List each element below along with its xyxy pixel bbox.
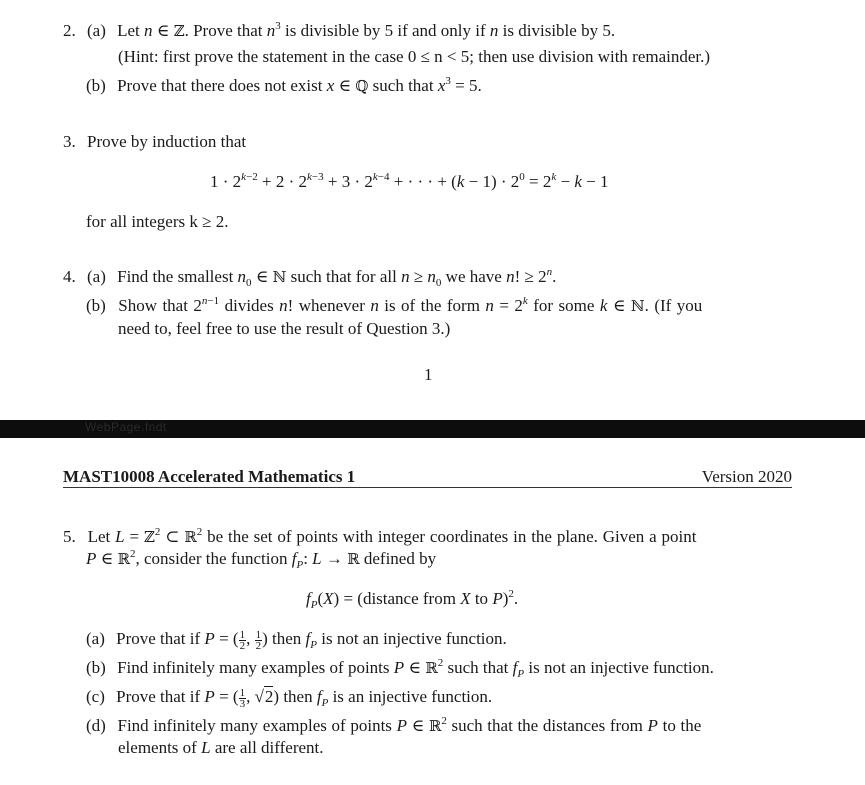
q5-line-2: P ∈ ℝ$^2$, consider the function $f_P$: L → ℝ defined by <box>86 548 437 571</box>
q4-b-text: (If you <box>654 296 703 315</box>
q2-a-text: is divisible by 5 if and only if <box>284 21 486 40</box>
q5-text: to <box>474 589 489 608</box>
q5-number: 5. <box>63 527 76 546</box>
math: n <box>401 267 410 286</box>
q5-text: Let <box>87 527 111 546</box>
course-title: MAST10008 Accelerated Mathematics 1 <box>63 467 356 486</box>
q5-text: be the set of points with integer coordinates in the plane. Given a point <box>207 527 697 546</box>
q4-a-text: Find the smallest <box>117 267 234 286</box>
q4-a-text: such that for all <box>290 267 397 286</box>
q5-text: (distance from <box>357 589 456 608</box>
header-rule <box>63 487 792 488</box>
q4-a-label: (a) <box>87 267 106 286</box>
q5-a-text: then <box>271 629 302 648</box>
q2-b-text: such that <box>372 76 434 95</box>
q4-b-line2: need to, feel free to use the result of Question 3.) <box>118 319 451 338</box>
q3-number: 3. <box>63 132 76 151</box>
q3-intro-text: Prove by induction that <box>87 132 247 151</box>
q5-b: (b) Find infinitely many examples of points P ∈ ℝ$^2$ such that $f_P$ is not an injective function. <box>86 657 714 680</box>
q5-d-text: Find infinitely many examples of points <box>117 716 392 735</box>
q5-text: defined by <box>363 549 437 568</box>
math: ℚ <box>355 77 369 95</box>
math: n <box>506 267 515 286</box>
q5-a-label: (a) <box>86 629 105 648</box>
q5-text: consider the function <box>143 549 288 568</box>
q2-b-text: Prove that there does not exist <box>117 76 323 95</box>
q3-equation: $1 \cdot 2^{k-2} + 2 \cdot 2^{k-3} + 3 \cdot 2^{k-4}$ + · · · + $(k - 1) \cdot 2^0 = 2^k - k - 1$ <box>210 171 609 191</box>
q5-b-label: (b) <box>86 658 106 677</box>
q5-display: $f_P(X)$ = (distance from X to P)$^2$. <box>306 588 519 611</box>
q3-tail: for all integers k ≥ 2. <box>86 212 229 231</box>
math: n <box>489 21 499 40</box>
ghost-watermark: WebPage.fndt <box>85 420 167 434</box>
q4-b-text: whenever <box>298 296 365 315</box>
q4-line-b: (b) Show that $2^{n-1}$ divides n! whenever n is of the form $n = 2^k$ for some k ∈ ℕ. (If you <box>86 295 703 315</box>
version-label: Version 2020 <box>701 467 792 486</box>
q5-d-line2: elements of L are all different. <box>118 738 324 757</box>
q5-c-label: (c) <box>86 687 105 706</box>
q5-a-text: is not an injective function. <box>321 629 507 648</box>
q5-c-text: then <box>283 687 313 706</box>
page-separator <box>0 420 865 438</box>
q5-d-text: are all different. <box>214 738 324 757</box>
q4-b-text: is of the form <box>384 296 480 315</box>
q2-a-text: Prove that <box>193 21 263 40</box>
math: x <box>326 76 335 95</box>
q3-intro <box>63 131 246 153</box>
q4-b-text: Show that <box>118 296 188 315</box>
q4-b-text: for some <box>533 296 595 315</box>
q5-d-label: (d) <box>86 716 106 735</box>
page-2 <box>0 438 865 785</box>
q5-a-text: Prove that if <box>116 629 201 648</box>
q5-d-text: such that the distances from <box>451 716 643 735</box>
q2-a-text: is divisible by 5. <box>502 21 616 40</box>
q5-d-text: to the <box>662 716 702 735</box>
q5-b-text: Find infinitely many examples of points <box>117 658 390 677</box>
q5-b-text: such that <box>447 658 509 677</box>
q2-line-a: 2. (a) Let n ∈ ℤ. Prove that $n^3$ is divisible by 5 if and only if n is divisible by 5. <box>63 20 616 40</box>
q2-line-b: (b) Prove that there does not exist x ∈ ℚ such that $x^3 = 5$. <box>86 75 482 95</box>
q5-b-text: is not an injective function. <box>528 658 714 677</box>
math: n <box>237 267 247 286</box>
q4-b-label: (b) <box>86 296 106 315</box>
math: n <box>266 21 276 40</box>
q2-a-text: Let <box>117 21 140 40</box>
q2-b-label: (b) <box>86 76 106 95</box>
q2-number: 2. <box>63 21 76 40</box>
q2-a-label: (a) <box>87 21 106 40</box>
q4-number: 4. <box>63 267 76 286</box>
q5-c: (c) Prove that if P = ( $\frac{1}{3}$ , √2) then $f_P$ is an injective function. <box>86 687 493 710</box>
q5-d-text: elements of <box>118 738 197 757</box>
math: ℕ <box>272 268 287 286</box>
q5-c-text: Prove that if <box>116 687 201 706</box>
q5-line-1: 5. Let L = ℤ$^2$ ⊂ ℝ$^2$ be the set of points with integer coordinates in the plane. Given a point <box>63 526 697 546</box>
q4-line-a: 4. (a) Find the smallest $n_0$ ∈ ℕ such that for all $n \ge n_0$ we have n! ≥ $2^n$. <box>63 266 557 289</box>
q2-hint: (Hint: first prove the statement in the case 0 ≤ n < 5; then use division with remainder.) <box>118 47 711 66</box>
math: n <box>144 21 153 40</box>
math: x <box>437 76 446 95</box>
q5-c-text: is an injective function. <box>332 687 493 706</box>
math: ℤ <box>173 22 185 40</box>
page-number: 1 <box>424 365 433 384</box>
q5-d: (d) Find infinitely many examples of points P ∈ ℝ$^2$ such that the distances from P to the <box>86 715 702 735</box>
q5-a: (a) Prove that if P = ( $\frac{1}{2}$ , $\frac{1}{2}$ ) then $f_P$ is not an injective function. <box>86 629 507 652</box>
q4-a-text: we have <box>445 267 502 286</box>
q4-b-text: divides <box>224 296 274 315</box>
